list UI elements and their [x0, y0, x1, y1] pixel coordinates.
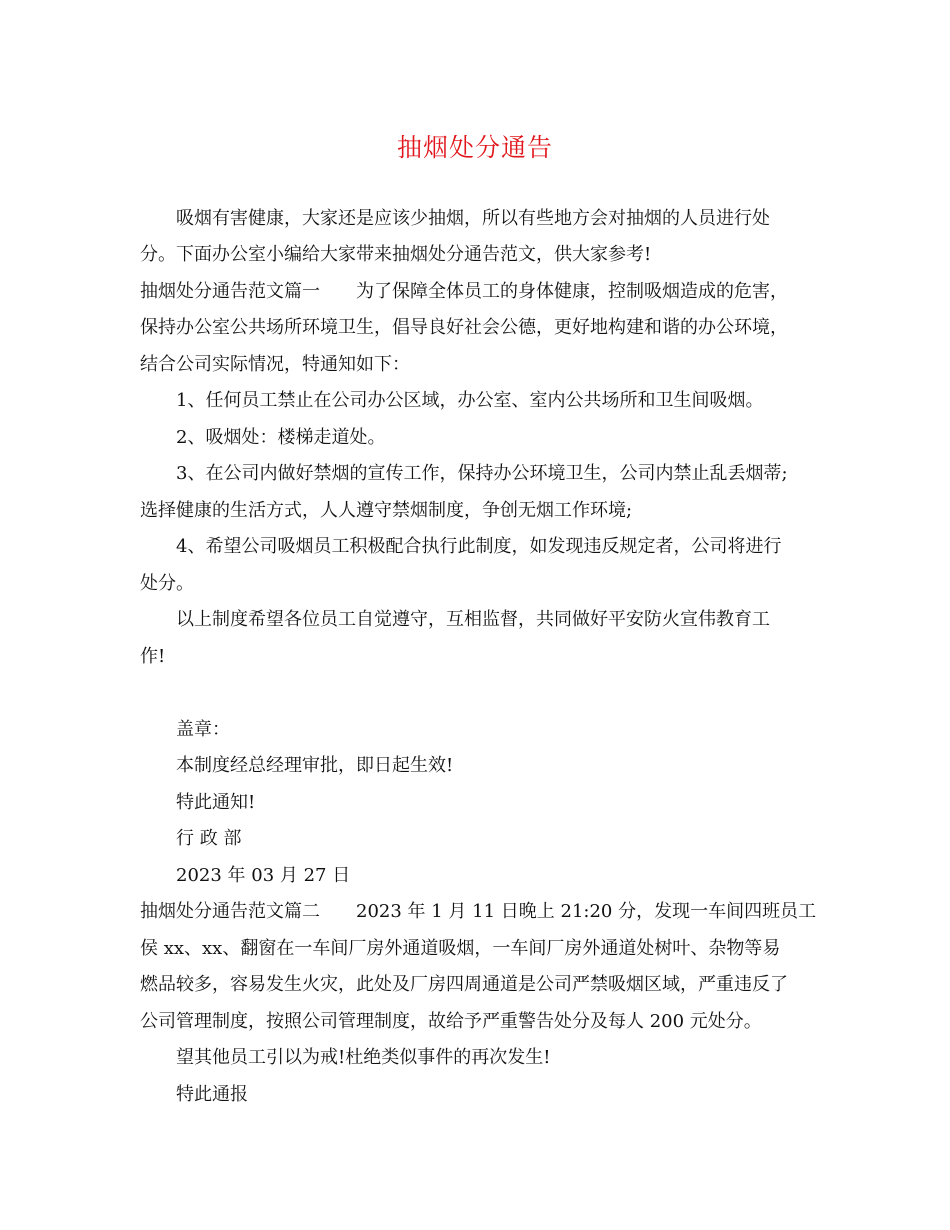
- report-closing: 特此通报: [176, 1084, 248, 1105]
- department-signature: 行 政 部: [176, 828, 242, 849]
- paragraph-line: 2、吸烟处：楼梯走道处。: [176, 427, 386, 448]
- paragraph-line: 作!: [140, 646, 166, 667]
- paragraph-line: 公司管理制度，按照公司管理制度，故给予严重警告处分及每人 200 元处分。: [140, 1011, 762, 1032]
- signature-date: 2023 年 03 月 27 日: [176, 865, 351, 886]
- paragraph-line: 分。下面办公室小编给大家带来抽烟处分通告范文，供大家参考!: [140, 244, 652, 265]
- paragraph-line: 选择健康的生活方式，人人遵守禁烟制度，争创无烟工作环境;: [140, 500, 633, 521]
- paragraph-line: 3、在公司内做好禁烟的宣传工作，保持办公环境卫生，公司内禁止乱丢烟蒂;: [176, 463, 788, 484]
- paragraph-line: 4、希望公司吸烟员工积极配合执行此制度，如发现违反规定者，公司将进行: [176, 536, 782, 557]
- document-title: 抽烟处分通告: [396, 133, 553, 162]
- notice-closing: 特此通知!: [176, 792, 256, 813]
- effective-note: 本制度经总经理审批，即日起生效!: [176, 755, 454, 776]
- paragraph-line: 望其他员工引以为戒!杜绝类似事件的再次发生!: [176, 1047, 551, 1068]
- paragraph-line: 处分。: [140, 573, 194, 594]
- paragraph-line: 抽烟处分通告范文篇二 2023 年 1 月 11 日晚上 21:20 分，发现一车间四班员工: [140, 901, 817, 922]
- stamp-label: 盖章：: [176, 719, 230, 740]
- paragraph-line: 抽烟处分通告范文篇一 为了保障全体员工的身体健康，控制吸烟造成的危害，: [140, 281, 788, 302]
- paragraph-line: 结合公司实际情况，特通知如下：: [140, 354, 410, 375]
- paragraph-line: 保持办公室公共场所环境卫生，倡导良好社会公德，更好地构建和谐的办公环境，: [140, 317, 788, 338]
- paragraph-line: 燃品较多，容易发生火灾，此处及厂房四周通道是公司严禁吸烟区域，严重违反了: [140, 974, 788, 995]
- paragraph-line: 1、任何员工禁止在公司办公区域，办公室、室内公共场所和卫生间吸烟。: [176, 390, 764, 411]
- paragraph-line: 以上制度希望各位员工自觉遵守，互相监督，共同做好平安防火宣伟教育工: [176, 609, 770, 630]
- paragraph-line: 侯 xx、xx、翻窗在一车间厂房外通道吸烟，一车间厂房外通道处树叶、杂物等易: [140, 938, 781, 959]
- paragraph-line: 吸烟有害健康，大家还是应该少抽烟，所以有些地方会对抽烟的人员进行处: [176, 208, 770, 229]
